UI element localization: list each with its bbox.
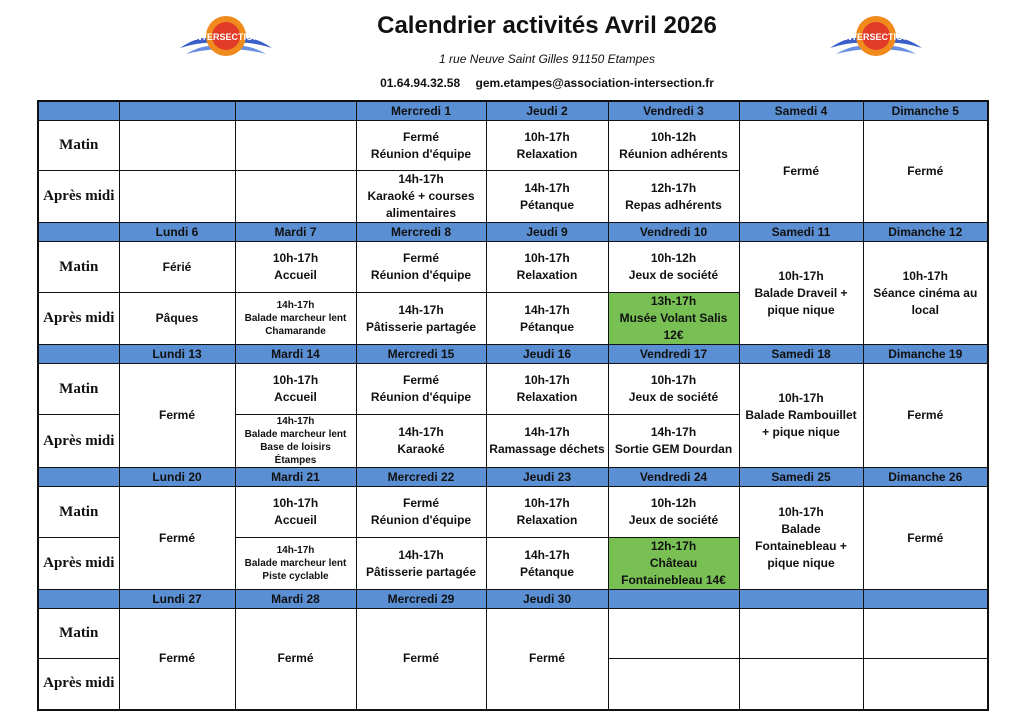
day-header xyxy=(235,101,356,121)
address: 1 rue Neuve Saint Gilles 91150 Etampes xyxy=(439,52,655,66)
day-header: Mardi 7 xyxy=(235,223,356,242)
calendar-cell xyxy=(863,609,988,659)
calendar-cell: 10h-17h Relaxation xyxy=(486,242,608,293)
day-header: Lundi 27 xyxy=(119,590,235,609)
calendar-cell: Fermé xyxy=(119,487,235,590)
matin-label: Matin xyxy=(38,364,119,415)
calendar-cell: 14h-17h Pétanque xyxy=(486,171,608,223)
calendar-cell: Fermé Réunion d'équipe xyxy=(356,242,486,293)
day-header: Vendredi 17 xyxy=(608,345,739,364)
matin-label: Matin xyxy=(38,487,119,538)
day-header: Mercredi 1 xyxy=(356,101,486,121)
calendar-cell: 10h-17h Balade Fontainebleau + pique nique xyxy=(739,487,863,590)
week-header-row xyxy=(38,345,988,364)
phone-number: 01.64.94.32.58 xyxy=(380,76,461,90)
calendar-cell: 14h-17h Pétanque xyxy=(486,538,608,590)
day-header: Vendredi 10 xyxy=(608,223,739,242)
time-slot-row xyxy=(38,609,988,659)
week-header-row xyxy=(38,468,988,487)
day-header: Samedi 11 xyxy=(739,223,863,242)
calendar-cell xyxy=(119,171,235,223)
calendar-cell: 13h-17h Musée Volant Salis 12€ xyxy=(608,293,739,345)
calendar-cell: 14h-17h Balade marcheur lent Piste cyclable xyxy=(235,538,356,590)
header-corner xyxy=(38,345,119,364)
calendar-cell: 10h-12h Jeux de société xyxy=(608,242,739,293)
day-header: Mardi 28 xyxy=(235,590,356,609)
day-header: Mercredi 22 xyxy=(356,468,486,487)
time-slot-row xyxy=(38,121,988,171)
calendar-cell: 14h-17h Pâtisserie partagée xyxy=(356,293,486,345)
header-corner xyxy=(38,590,119,609)
day-header xyxy=(739,590,863,609)
contact-line xyxy=(0,76,1024,90)
calendar-cell: Fermé xyxy=(739,121,863,223)
day-header: Samedi 4 xyxy=(739,101,863,121)
day-header: Mardi 21 xyxy=(235,468,356,487)
calendar-cell: 10h-17h Jeux de société xyxy=(608,364,739,415)
header-corner xyxy=(38,101,119,121)
calendar-cell: 10h-17h Relaxation xyxy=(486,487,608,538)
day-header: Dimanche 5 xyxy=(863,101,988,121)
apres-midi-label: Après midi xyxy=(38,538,119,590)
calendar-cell: 10h-12h Réunion adhérents xyxy=(608,121,739,171)
calendar-cell: Fermé Réunion d'équipe xyxy=(356,121,486,171)
calendar-cell xyxy=(863,659,988,710)
calendar-cell xyxy=(235,171,356,223)
day-header: Samedi 18 xyxy=(739,345,863,364)
day-header: Lundi 13 xyxy=(119,345,235,364)
calendar-cell: 10h-17h Séance cinéma au local xyxy=(863,242,988,345)
calendar-cell: 14h-17h Karaoké xyxy=(356,415,486,468)
day-header: Jeudi 9 xyxy=(486,223,608,242)
week-header-row xyxy=(38,101,988,121)
calendar-cell: 10h-17h Accueil xyxy=(235,487,356,538)
calendar-cell: Fermé xyxy=(356,609,486,710)
calendar-cell xyxy=(235,121,356,171)
time-slot-row xyxy=(38,242,988,293)
calendar-cell: 14h-17h Balade marcheur lent Base de loisirs Étampes xyxy=(235,415,356,468)
day-header: Vendredi 3 xyxy=(608,101,739,121)
calendar-cell: Fermé Réunion d'équipe xyxy=(356,487,486,538)
calendar-cell: Férié xyxy=(119,242,235,293)
day-header: Dimanche 26 xyxy=(863,468,988,487)
logo-text: INTERSECTION xyxy=(192,32,260,42)
day-header: Jeudi 30 xyxy=(486,590,608,609)
day-header: Vendredi 24 xyxy=(608,468,739,487)
calendar-cell: 14h-17h Sortie GEM Dourdan xyxy=(608,415,739,468)
day-header: Lundi 6 xyxy=(119,223,235,242)
calendar-cell: 12h-17h Château Fontainebleau 14€ xyxy=(608,538,739,590)
calendar-cell: Fermé xyxy=(863,487,988,590)
calendar-cell: Fermé xyxy=(119,609,235,710)
day-header: Samedi 25 xyxy=(739,468,863,487)
calendar-cell: Fermé xyxy=(863,121,988,223)
apres-midi-label: Après midi xyxy=(38,293,119,345)
day-header: Mercredi 15 xyxy=(356,345,486,364)
day-header: Dimanche 19 xyxy=(863,345,988,364)
calendar-cell: 10h-12h Jeux de société xyxy=(608,487,739,538)
calendar-cell: 12h-17h Repas adhérents xyxy=(608,171,739,223)
day-header: Lundi 20 xyxy=(119,468,235,487)
logo-text: INTERSECTION xyxy=(842,32,910,42)
page-title: Calendrier activités Avril 2026 xyxy=(377,12,717,39)
day-header: Mardi 14 xyxy=(235,345,356,364)
calendar-cell: 10h-17h Accueil xyxy=(235,242,356,293)
day-header: Mercredi 29 xyxy=(356,590,486,609)
email-address[interactable]: gem.etampes@association-intersection.fr xyxy=(475,76,714,90)
header-corner xyxy=(38,223,119,242)
day-header xyxy=(119,101,235,121)
apres-midi-label: Après midi xyxy=(38,171,119,223)
calendar-cell xyxy=(608,609,739,659)
day-header: Mercredi 8 xyxy=(356,223,486,242)
calendar-cell: Fermé xyxy=(486,609,608,710)
calendar-cell: Fermé Réunion d'équipe xyxy=(356,364,486,415)
calendar-table xyxy=(37,100,989,711)
time-slot-row xyxy=(38,364,988,415)
matin-label: Matin xyxy=(38,609,119,659)
calendar-cell: 14h-17h Karaoké + courses alimentaires xyxy=(356,171,486,223)
day-header: Jeudi 23 xyxy=(486,468,608,487)
calendar-cell xyxy=(608,659,739,710)
day-header: Dimanche 12 xyxy=(863,223,988,242)
apres-midi-label: Après midi xyxy=(38,659,119,710)
day-header: Jeudi 16 xyxy=(486,345,608,364)
week-header-row xyxy=(38,223,988,242)
day-header: Jeudi 2 xyxy=(486,101,608,121)
calendar-cell: 10h-17h Relaxation xyxy=(486,364,608,415)
calendar-cell: Fermé xyxy=(863,364,988,468)
calendar-cell: 10h-17h Balade Rambouillet + pique nique xyxy=(739,364,863,468)
day-header xyxy=(863,590,988,609)
matin-label: Matin xyxy=(38,121,119,171)
header-corner xyxy=(38,468,119,487)
calendar-cell: 14h-17h Ramassage déchets xyxy=(486,415,608,468)
week-header-row xyxy=(38,590,988,609)
calendar-cell: 10h-17h Balade Draveil + pique nique xyxy=(739,242,863,345)
calendar-cell: Fermé xyxy=(235,609,356,710)
calendar-cell: 14h-17h Pétanque xyxy=(486,293,608,345)
matin-label: Matin xyxy=(38,242,119,293)
calendar-cell xyxy=(119,121,235,171)
calendar-cell xyxy=(739,609,863,659)
apres-midi-label: Après midi xyxy=(38,415,119,468)
calendar-cell: Fermé xyxy=(119,364,235,468)
calendar-cell: 14h-17h Balade marcheur lent Chamarande xyxy=(235,293,356,345)
calendar-cell: Pâques xyxy=(119,293,235,345)
calendar-cell: 10h-17h Accueil xyxy=(235,364,356,415)
calendar-cell: 10h-17h Relaxation xyxy=(486,121,608,171)
day-header xyxy=(608,590,739,609)
time-slot-row xyxy=(38,487,988,538)
calendar-cell: 14h-17h Pâtisserie partagée xyxy=(356,538,486,590)
calendar-cell xyxy=(739,659,863,710)
